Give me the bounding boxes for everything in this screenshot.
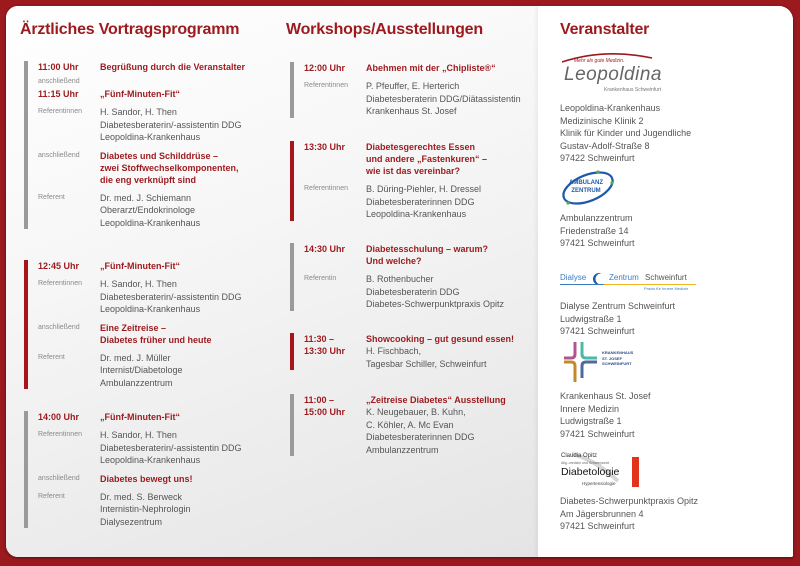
opitz-logo: [560, 451, 650, 491]
speaker-line: Diabetesberaterin DDG: [366, 286, 460, 297]
session-title: „Fünf-Minuten-Fit“: [100, 412, 180, 422]
session-title: Diabetes bewegt uns!: [100, 473, 193, 484]
dialyse-word2: Zentrum: [609, 273, 639, 282]
speaker-line: H. Sandor, H. Then: [100, 279, 177, 289]
block-accent-bar: [290, 333, 294, 370]
speaker-line: K. Neugebauer, B. Kuhn,: [366, 407, 466, 417]
dialyse-sub: Praxis für Innere Medizin: [644, 286, 689, 291]
time-end: 15:00 Uhr: [304, 407, 346, 417]
address-line: Leopoldina-Krankenhaus: [560, 103, 661, 113]
ambulanz-logo-line1: AMBULANZ: [569, 180, 603, 186]
session-title: Diabetes früher und heute: [100, 334, 212, 345]
speaker-line: Leopoldina-Krankenhaus: [100, 304, 201, 314]
time-label: 14:00 Uhr: [38, 412, 80, 422]
address-line: 97421 Schweinfurt: [560, 521, 635, 531]
speaker-line: P. Pfeuffer, E. Herterich: [366, 81, 460, 91]
st-josef-logo-text: [602, 350, 633, 367]
ambulanzzentrum-logo: [560, 168, 620, 208]
dialyse-word1: Dialyse: [560, 273, 587, 282]
speaker-line: Diabetesberaterinnen DDG: [366, 196, 475, 207]
opitz-name: Claudia Opitz: [561, 453, 598, 459]
row-label: Referent: [38, 353, 65, 361]
speaker-line: H. Fischbach,: [366, 346, 422, 356]
speaker-line: Dr. med. S. Berweck: [100, 491, 183, 502]
time-start: 11:30 –: [304, 334, 335, 344]
ambulanz-logo-text: [569, 180, 603, 195]
address-line: Ludwigstraße 1: [560, 416, 622, 426]
block-accent-bar: [24, 411, 28, 528]
row-label: Referentinnen: [304, 82, 348, 89]
row-label: anschließend: [38, 323, 80, 331]
row-label: anschließend: [38, 78, 80, 85]
address-line: 97422 Schweinfurt: [560, 153, 635, 163]
organizer-opitz: [560, 451, 698, 533]
block-accent-bar: [290, 62, 294, 118]
session-title: Diabetesschulung – warum?: [366, 244, 489, 254]
schedule-row: [38, 429, 274, 467]
organizer-st-josef: [560, 340, 651, 440]
schedule-row: [38, 411, 274, 423]
schedule-row: [38, 88, 274, 100]
speaker-line: Krankenhaus St. Josef: [366, 106, 457, 116]
address-line: 97421 Schweinfurt: [560, 428, 635, 439]
speaker-line: Tagesbar Schiller, Schweinfurt: [366, 358, 487, 369]
session-title: „Fünf-Minuten-Fit“: [100, 261, 180, 271]
address-line: 97421 Schweinfurt: [560, 238, 635, 248]
speaker-line: C. Köhler, A. Mc Evan: [366, 419, 454, 430]
leopoldina-sub: Krankenhaus Schweinfurt: [604, 87, 661, 93]
block-accent-bar: [290, 394, 294, 456]
speaker-line: H. Sandor, H. Then: [100, 430, 177, 440]
speaker-line: Internist/Diabetologe: [100, 365, 183, 375]
time-label: 11:15 Uhr: [38, 89, 79, 99]
session-title: die eng verknüpft sind: [100, 174, 197, 185]
organizers-title: Veranstalter: [560, 21, 650, 38]
speaker-line: Ambulanzzentrum: [100, 377, 173, 388]
session-title: Eine Zeitreise –: [100, 322, 167, 333]
ambulanz-logo-line2: ZENTRUM: [571, 187, 601, 194]
block-accent-bar: [24, 260, 28, 389]
schedule-row: [304, 141, 535, 177]
schedule-row: [38, 352, 274, 390]
speaker-line: Ambulanzzentrum: [366, 444, 439, 455]
address-line: Dialyse Zentrum Schweinfurt: [560, 301, 676, 311]
speaker-line: Leopoldina-Krankenhaus: [366, 209, 467, 219]
opitz-red-bar: [632, 457, 639, 487]
speaker-line: Leopoldina-Krankenhaus: [100, 455, 201, 465]
lectures-title: Ärztliches Vortragsprogramm: [20, 21, 240, 38]
block-accent-bar: [24, 61, 28, 229]
speaker-line: Oberarzt/Endokrinologe: [100, 205, 196, 215]
schedule-row: [38, 278, 274, 316]
schedule-row: [38, 76, 274, 85]
speaker-line: Leopoldina-Krankenhaus: [100, 217, 201, 228]
session-title: Diabetes und Schilddrüse –: [100, 150, 219, 161]
session-title: Showcooking – gut gesund essen!: [366, 334, 515, 344]
speaker-line: Diabetes-Schwerpunktpraxis Opitz: [366, 299, 505, 309]
schedule-row: [38, 61, 274, 73]
time-label: 14:30 Uhr: [304, 244, 346, 254]
session-title: zwei Stoffwechselkomponenten,: [100, 162, 239, 173]
time-label: [304, 394, 366, 418]
speaker-line: Diabetesberaterin/-assistentin DDG: [100, 119, 242, 130]
st-josef-cross-icon: [560, 340, 604, 384]
time-label: 12:00 Uhr: [304, 63, 346, 73]
lecture-block-1: [24, 61, 274, 229]
row-label: Referentinnen: [38, 108, 82, 115]
row-label: Referent: [38, 492, 65, 500]
session-title: Begrüßung durch die Veranstalter: [100, 62, 246, 72]
address-line: Gustav-Adolf-Straße 8: [560, 140, 650, 151]
speaker-line: Dr. med. J. Müller: [100, 352, 171, 363]
workshop-block-5: [290, 394, 535, 456]
address-line: Klinik für Kinder und Jugendliche: [560, 128, 692, 138]
dialyse-underline-blue: [560, 284, 608, 285]
workshop-block-2: [290, 141, 535, 221]
schedule-row: [304, 394, 535, 456]
session-title: Diabetesgerechtes Essen: [366, 142, 476, 152]
st-josef-logo-line1: KRANKENHAUS: [602, 350, 634, 355]
block-accent-bar: [290, 243, 294, 311]
leopoldina-name: Leopoldina: [564, 64, 662, 85]
schedule-row: [304, 333, 535, 370]
schedule-row: [38, 192, 274, 230]
st-josef-logo-line2: ST. JOSEF: [602, 355, 623, 361]
address-line: 97421 Schweinfurt: [560, 326, 635, 336]
speaker-line: Diabetesberaterin DDG/Diätassistentin: [366, 93, 521, 104]
speaker-line: Diabetesberaterinnen DDG: [366, 432, 475, 442]
speaker-line: Dialysezentrum: [100, 516, 163, 527]
workshop-block-4: [290, 333, 535, 370]
address-line: Innere Medizin: [560, 403, 620, 414]
time-label: [304, 333, 366, 357]
opitz-main: Diabetologie: [561, 466, 620, 478]
speaker-line: B. Düring-Piehler, H. Dressel: [366, 184, 482, 194]
speaker-line: Leopoldina-Krankenhaus: [100, 132, 201, 142]
schedule-row: [304, 80, 535, 118]
organizer-leopoldina: [560, 50, 691, 165]
schedule-row: [38, 150, 274, 186]
organizer-dialyse-zentrum: [560, 272, 700, 338]
organizer-ambulanzzentrum: [560, 168, 635, 250]
block-accent-bar: [290, 141, 294, 221]
schedule-row: [38, 106, 274, 144]
row-label: anschließend: [38, 151, 80, 159]
speaker-line: Dr. med. J. Schiemann: [100, 192, 192, 203]
workshop-block-3: [290, 243, 535, 311]
row-label: Referentinnen: [38, 431, 82, 438]
schedule-row: [38, 473, 274, 485]
schedule-row: [38, 322, 274, 346]
schedule-row: [304, 62, 535, 74]
speaker-line: H. Sandor, H. Then: [100, 107, 177, 117]
time-label: 11:00 Uhr: [38, 62, 79, 72]
dialyse-underline-yellow: [604, 284, 696, 285]
session-title: „Zeitreise Diabetes“ Ausstellung: [366, 395, 506, 405]
flyer-sheet: [6, 6, 793, 557]
schedule-row: [38, 260, 274, 272]
row-label: Referentin: [304, 275, 337, 282]
session-title: wie ist das vereinbar?: [366, 166, 461, 176]
lecture-block-3: [24, 411, 274, 528]
opitz-small: Allg.-medizin und Schwerpunkt: [561, 461, 610, 465]
lecture-block-2: [24, 260, 274, 389]
row-label: anschließend: [38, 474, 80, 482]
leopoldina-tagline: Mehr als gute Medizin.: [574, 58, 625, 64]
address-line: Krankenhaus St. Josef: [560, 391, 651, 401]
schedule-row: [304, 243, 535, 267]
time-start: 11:00 –: [304, 395, 335, 405]
row-label: Referentinnen: [38, 280, 82, 287]
address-line: Am Jägersbrunnen 4: [560, 508, 644, 519]
st-josef-logo: [560, 340, 650, 384]
row-label: Referent: [38, 193, 65, 201]
dialyse-word3: Schweinfurt: [645, 273, 687, 282]
time-label: 12:45 Uhr: [38, 261, 80, 271]
row-label: Referentinnen: [304, 185, 348, 192]
time-end: 13:30 Uhr: [304, 346, 346, 356]
address-line: Ludwigstraße 1: [560, 313, 622, 324]
time-label: 13:30 Uhr: [304, 142, 346, 152]
schedule-row: [304, 183, 535, 221]
dialyse-logo: [560, 272, 700, 294]
session-title: „Fünf-Minuten-Fit“: [100, 89, 180, 99]
session-title: und andere „Fastenkuren“ –: [366, 154, 488, 164]
session-title: Und welche?: [366, 256, 422, 266]
leopoldina-logo: [560, 50, 680, 96]
address-line: Medizinische Klinik 2: [560, 115, 644, 126]
schedule-row: [38, 491, 274, 529]
address-line: Diabetes-Schwerpunktpraxis Opitz: [560, 496, 699, 506]
st-josef-logo-line3: SCHWEINFURT: [602, 361, 632, 366]
address-line: Ambulanzzentrum: [560, 213, 633, 223]
speaker-line: Internistin-Nephrologin: [100, 504, 191, 514]
workshop-block-1: [290, 62, 535, 118]
session-title: Abehmen mit der „Chipliste®“: [366, 63, 496, 73]
opitz-sub: Hypertensiologie: [582, 481, 616, 486]
speaker-line: B. Rothenbucher: [366, 274, 434, 284]
address-line: Friedenstraße 14: [560, 225, 629, 236]
workshops-title: Workshops/Ausstellungen: [286, 21, 483, 38]
schedule-row: [304, 273, 535, 311]
speaker-line: Diabetesberaterin/-assistentin DDG: [100, 442, 242, 453]
speaker-line: Diabetesberaterin/-assistentin DDG: [100, 291, 242, 302]
